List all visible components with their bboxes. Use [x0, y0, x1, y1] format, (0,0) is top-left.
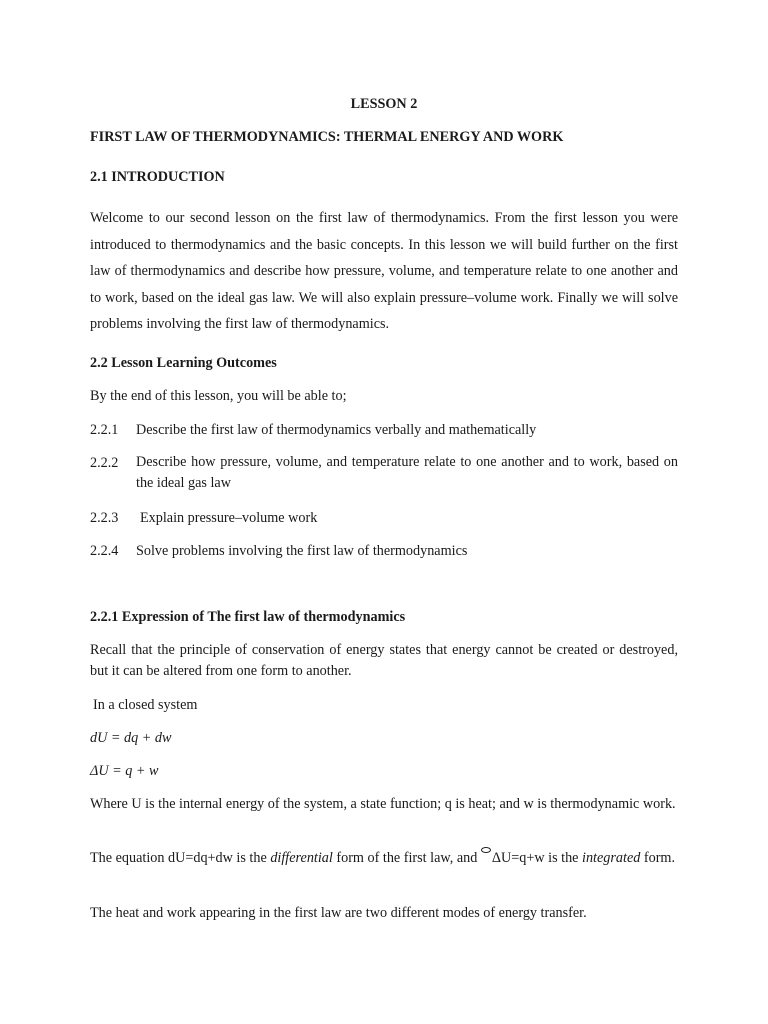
- list-item-text: Explain pressure–volume work: [140, 510, 318, 526]
- list-item-number: 2.2.4: [90, 543, 119, 559]
- list-item-text: Describe how pressure, volume, and temperature relate to one another and to work, based on the ideal gas law: [136, 454, 678, 491]
- where-paragraph: Where U is the internal energy of the system, a state function; q is heat; and w is thermodynamic work.: [90, 796, 676, 812]
- list-item-text: Solve problems involving the first law of thermodynamics: [136, 543, 468, 559]
- lesson-title: FIRST LAW OF THERMODYNAMICS: THERMAL ENERGY AND WORK: [90, 129, 564, 145]
- equation-differential: dU = dq + dw: [90, 730, 172, 746]
- list-item-number: 2.2.3: [90, 510, 119, 526]
- equation-integrated: ΔU = q + w: [90, 763, 159, 779]
- differential-term: differential: [270, 850, 333, 866]
- expression-heading: 2.2.1 Expression of The first law of thermodynamics: [90, 609, 406, 625]
- lesson-label: LESSON 2: [350, 96, 418, 112]
- closed-system-text: In a closed system: [93, 697, 198, 713]
- intro-paragraph: Welcome to our second lesson on the first law of thermodynamics. From the first lesson you were introduced to thermodynamics and the basic concepts. In this lesson we will build further on the first law of thermodynamics and describe how pressure, volume, and temperature relate to one another and to work, based on the ideal gas law. We will also explain pressure–volume work. Finally we will solve problems involving the first law of thermodynamics.: [90, 210, 678, 332]
- integrated-term: integrated: [582, 850, 641, 866]
- list-item-number: 2.2.2: [90, 455, 119, 471]
- list-item-text: Describe the first law of thermodynamics verbally and mathematically: [136, 422, 537, 438]
- outcomes-lead: By the end of this lesson, you will be able to;: [90, 388, 347, 404]
- outcomes-heading: 2.2 Lesson Learning Outcomes: [90, 355, 277, 371]
- recall-paragraph: Recall that the principle of conservation of energy states that energy cannot be created or destroyed, but it can be altered from one form to another.: [90, 642, 678, 679]
- heat-work-paragraph: The heat and work appearing in the first law are two different modes of energy transfer.: [90, 905, 587, 921]
- list-item-number: 2.2.1: [90, 422, 119, 438]
- circle-glyph-icon: [481, 847, 491, 853]
- equation-forms-paragraph: The equation dU=dq+dw is the differential form of the first law, and ΔU=q+w is the integrated form.: [90, 847, 678, 869]
- intro-heading: 2.1 INTRODUCTION: [90, 169, 225, 185]
